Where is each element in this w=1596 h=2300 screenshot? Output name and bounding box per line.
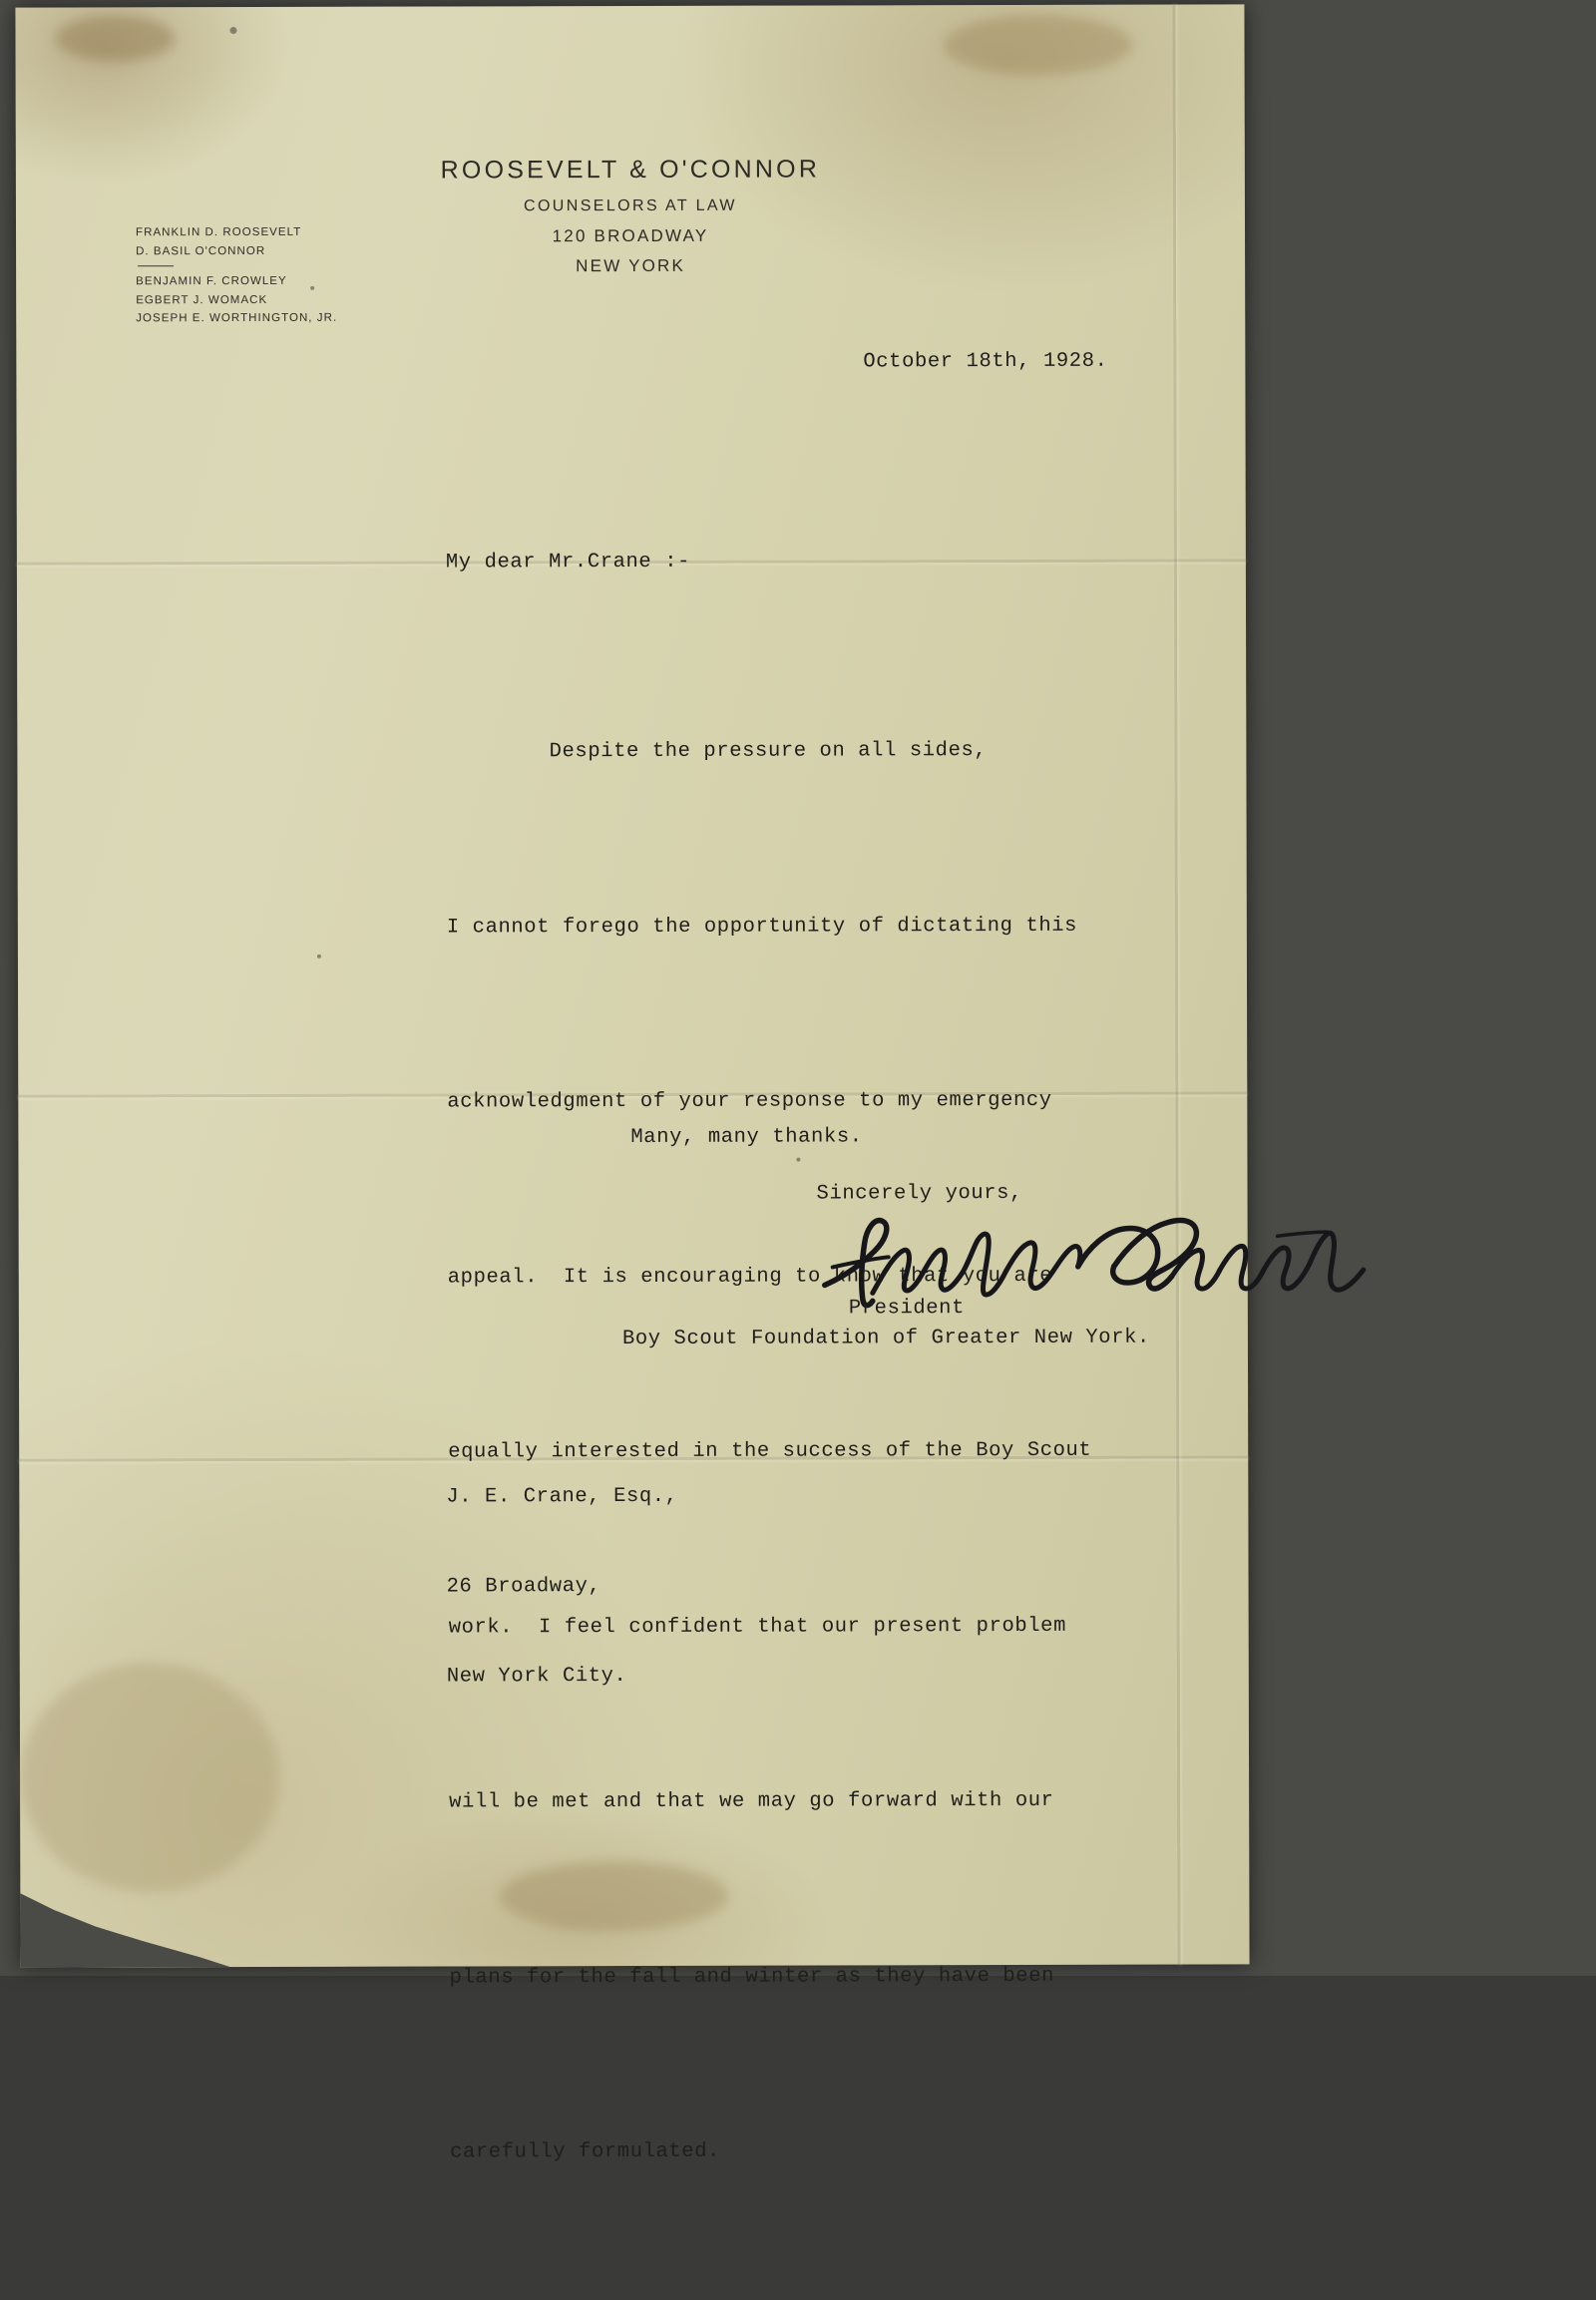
- body-line: carefully formulated.: [450, 2139, 721, 2164]
- signature-organization: Boy Scout Foundation of Greater New York.: [621, 1326, 1150, 1351]
- ink-speck: [317, 955, 321, 958]
- paper-corner-tear: [20, 1847, 229, 1968]
- recipient-line: 26 Broadway,: [446, 1575, 601, 1599]
- paper-stain-top-left: [55, 15, 175, 61]
- recipient-line: New York City.: [446, 1665, 627, 1689]
- firm-address-line-1: 120 BROADWAY: [552, 225, 709, 246]
- letter-paper-sheet: [15, 4, 1249, 2164]
- partner-name: FRANKLIN D. ROOSEVELT: [136, 225, 302, 239]
- recipient-address: [446, 1422, 678, 1752]
- body-line: appeal. It is encouraging to know that you are: [447, 1264, 1053, 1289]
- letter-thanks-line: Many, many thanks.: [630, 1125, 863, 1150]
- body-line: work. I feel confident that our present problem: [448, 1614, 1067, 1639]
- body-line: equally interested in the success of the Boy Scout: [448, 1438, 1092, 1464]
- letterhead: [16, 154, 1245, 277]
- body-line: will be met and that we may go forward with our: [449, 1788, 1054, 1814]
- body-line: Despite the pressure on all sides,: [446, 739, 988, 764]
- letter-salutation: My dear Mr.Crane :-: [445, 550, 691, 575]
- body-line: acknowledgment of your response to my emergency: [447, 1088, 1052, 1114]
- letter-date: October 18th, 1928.: [863, 349, 1108, 374]
- signature-title: President: [848, 1297, 966, 1321]
- ink-speck: [229, 27, 236, 34]
- paper-fold-vertical-1: [1172, 5, 1180, 1965]
- partner-name: D. BASIL O'CONNOR: [136, 244, 266, 257]
- recipient-line: J. E. Crane, Esq.,: [446, 1484, 678, 1509]
- body-line: plans for the fall and winter as they have been: [449, 1964, 1055, 1989]
- partner-name: BENJAMIN F. CROWLEY: [136, 274, 287, 288]
- firm-subtitle: COUNSELORS AT LAW: [523, 196, 737, 215]
- partner-name: EGBERT J. WOMACK: [136, 293, 268, 306]
- paper-stain-bottom-left: [20, 1663, 280, 1893]
- firm-name: ROOSEVELT & O'CONNOR: [440, 155, 821, 185]
- paper-stain-top-right: [943, 15, 1132, 75]
- partner-name: JOSEPH E. WORTHINGTON, JR.: [136, 311, 338, 325]
- firm-address-line-2: NEW YORK: [576, 255, 686, 276]
- letter-closing: Sincerely yours,: [816, 1181, 1023, 1206]
- body-line: I cannot forego the opportunity of dictating this: [446, 914, 1078, 939]
